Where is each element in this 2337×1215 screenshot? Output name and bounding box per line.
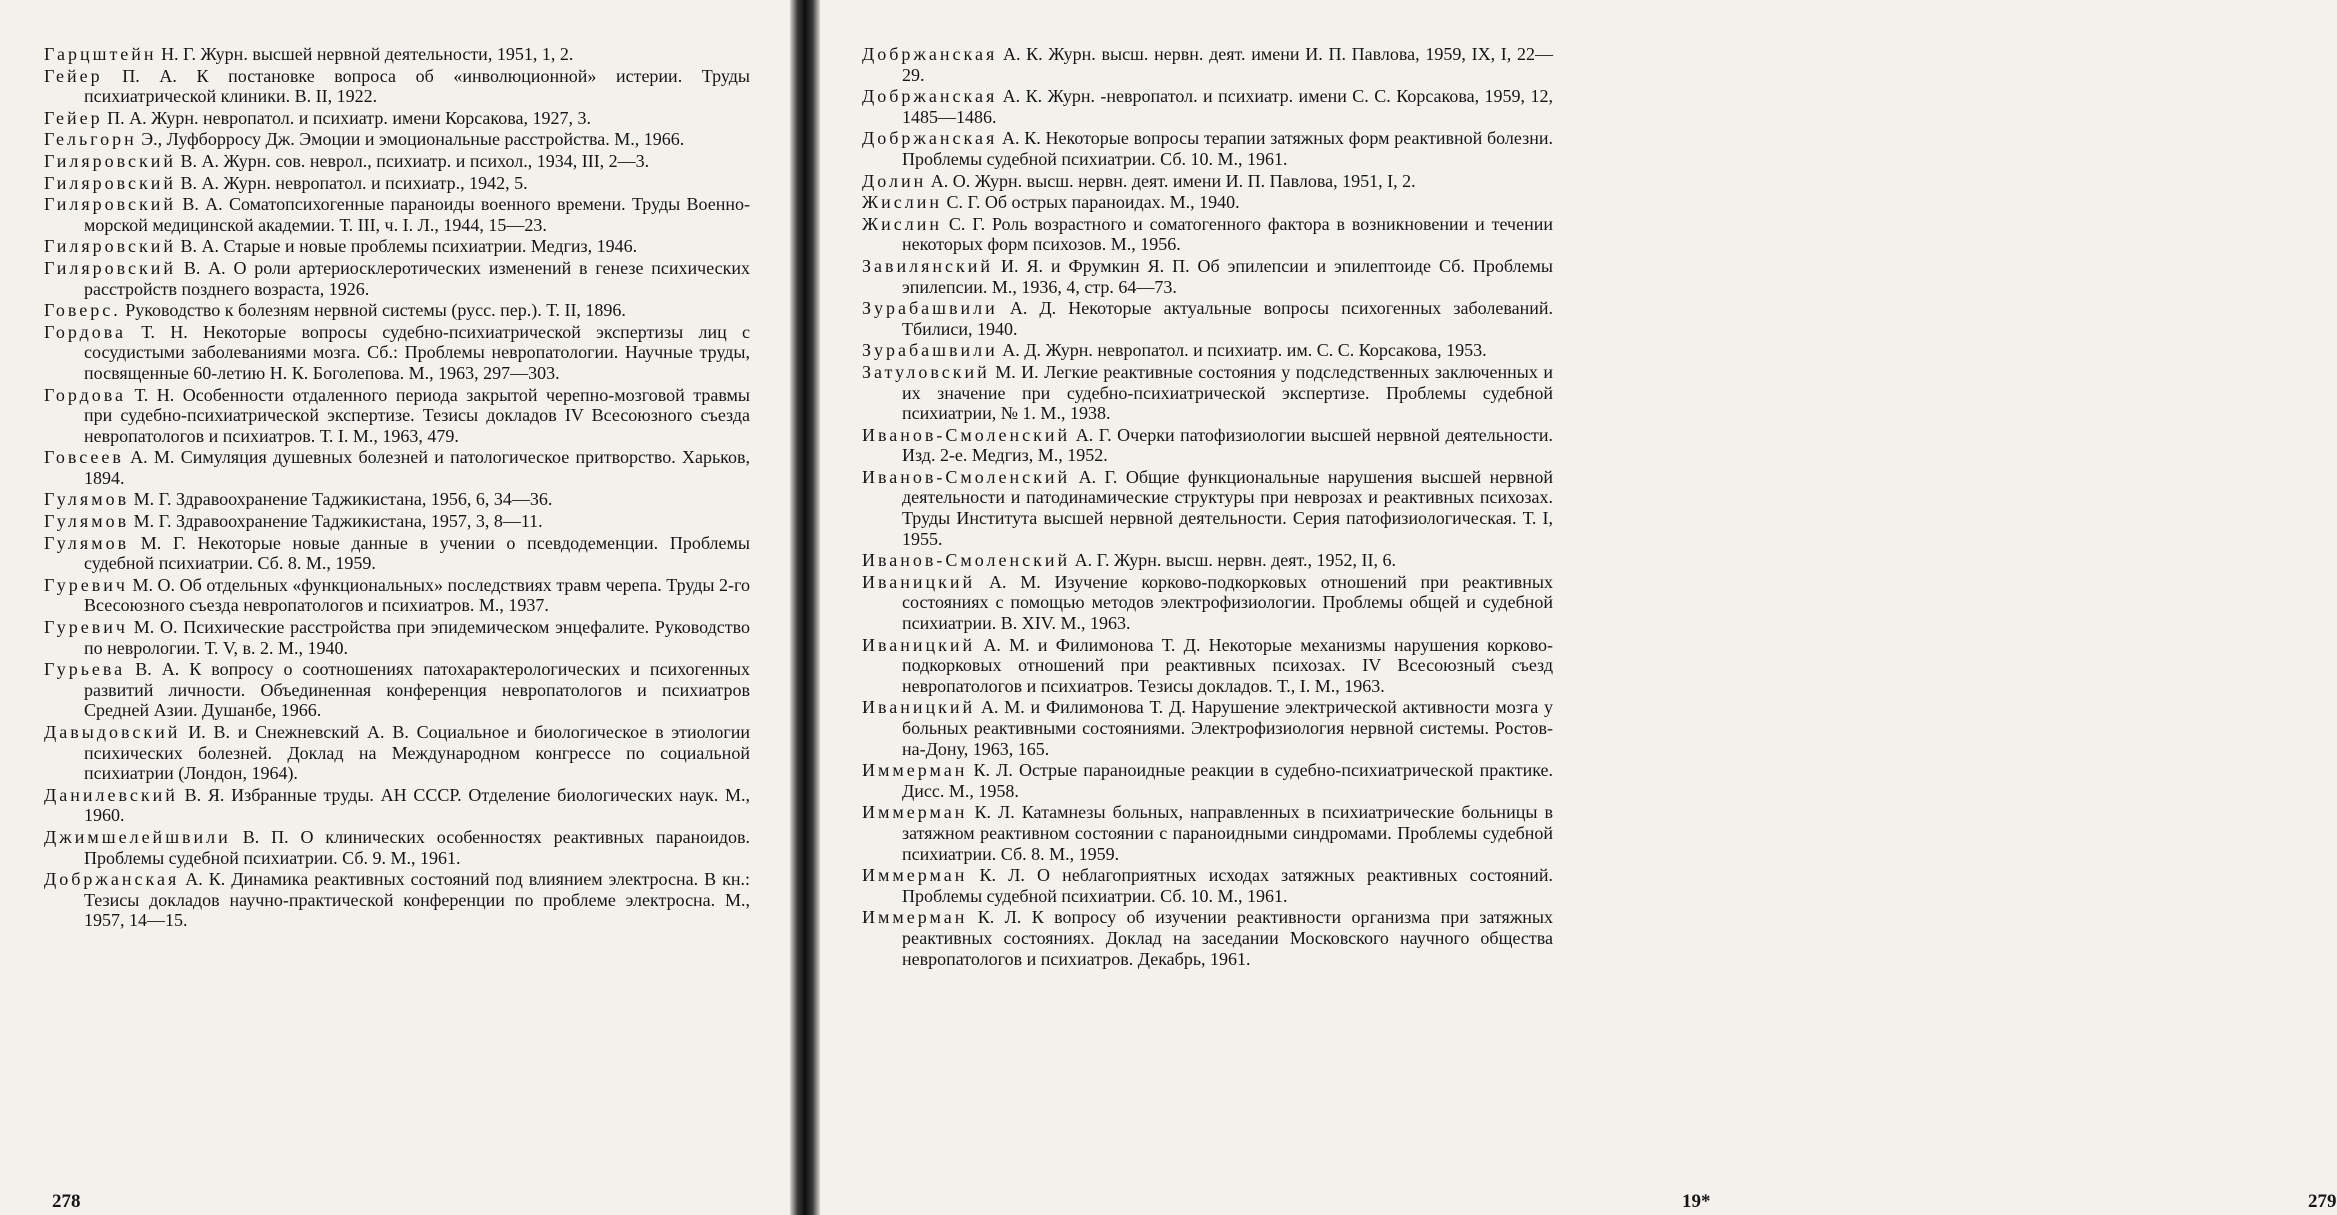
bibliography-list (862, 44, 1553, 969)
entry-text: В. А. Журн. сов. неврол., психиатр. и психол., 1934, III, 2—3. (176, 150, 650, 171)
entry-author: Гордова (44, 384, 126, 405)
entry-text: А. К. Динамика реактивных состояний под влиянием электросна. В кн.: Тезисы докладов научно-практической конференции по проблеме электросна. М., 1957, 14—15. (84, 869, 750, 931)
entry-text: В. А. Старые и новые проблемы психиатрии. Медгиз, 1946. (176, 236, 638, 257)
entry-author: Гельгорн (44, 129, 137, 150)
entry-text: К. Л. О неблагоприятных исходах затяжных реактивных состояний. Проблемы судебной психиатрии. Сб. 10. М., 1961. (902, 865, 1553, 906)
bibliography-entry (862, 760, 1553, 801)
entry-author: Зурабашвили (862, 340, 998, 361)
entry-text: К. Л. К вопросу об изучении реактивности организма при затяжных реактивных состояниях. Доклад на заседании Московского научного общества невропатологов и психиатров. Декабрь, 1961. (902, 907, 1553, 969)
entry-author: Добржанская (44, 869, 180, 890)
entry-author: Говсеев (44, 447, 124, 468)
entry-author: Гордова (44, 321, 126, 342)
entry-author: Гулямов (44, 532, 130, 553)
bibliography-entry (44, 108, 750, 129)
bibliography-entry (44, 869, 750, 931)
entry-author: Гиляровский (44, 172, 177, 193)
bibliography-entry (44, 617, 750, 658)
bibliography-entry (862, 214, 1553, 255)
entry-author: Затуловский (862, 361, 990, 382)
bibliography-entry (44, 300, 750, 321)
entry-text: С. Г. Роль возрастного и соматогенного фактора в возникновении и течении некоторых форм психозов. М., 1956. (902, 213, 1553, 255)
entry-author: Иммерман (862, 865, 968, 886)
entry-author: Иваницкий (862, 571, 976, 592)
entry-author: Иммерман (862, 760, 968, 781)
bibliography-entry (44, 385, 750, 447)
entry-text: А. Д. Журн. невропатол. и психиатр. им. С. С. Корсакова, 1953. (997, 340, 1487, 361)
bibliography-entry (44, 785, 750, 826)
entry-author: Гиляровский (44, 236, 177, 257)
bibliography-entry (44, 575, 750, 616)
entry-text: В. А. Соматопсихогенные параноиды военного времени. Труды Военно-морской медицинской академии. Т. III, ч. I. Л., 1944, 15—23. (84, 194, 750, 235)
entry-author: Давыдовский (44, 722, 181, 742)
entry-text: А. К. Журн. высш. нервн. деят. имени И. П. Павлова, 1959, IX, I, 22—29. (902, 44, 1553, 85)
page-number: 279 (2308, 1191, 2337, 1212)
bibliography-entry (44, 236, 750, 257)
entry-author: Иваницкий (862, 634, 976, 655)
entry-author: Гулямов (44, 489, 130, 510)
entry-author: Гулямов (44, 511, 130, 532)
bibliography-entry (862, 572, 1553, 634)
entry-author: Долин (862, 170, 927, 191)
entry-text: К. Л. Острые параноидные реакции в судебно-психиатрической практике. Дисс. М., 1958. (902, 760, 1553, 801)
entry-text: А. М. Симуляция душевных болезней и патологическое притворство. Харьков, 1894. (84, 447, 750, 488)
page-number: 278 (52, 1191, 81, 1212)
entry-text: М. И. Легкие реактивные состояния у подследственных заключенных и их значение при судебно-психиатрической экспертизе. Проблемы судебной психиатрии, № 1. М., 1938. (902, 361, 1553, 424)
entry-author: Завилянский (862, 255, 994, 276)
entry-text: П. А. Журн. невропатол. и психиатр. имени Корсакова, 1927, 3. (102, 107, 591, 128)
entry-text: А. Г. Общие функциональные нарушения высшей нервной деятельности и патодинамические структуры при неврозах и реактивных психозах. Труды Института высшей нервной деятельности. Серия патофизиологическая. Т. I, 1955. (902, 466, 1553, 549)
entry-text: А. М. и Филимонова Т. Д. Некоторые механизмы нарушения корково-подкорковых отношений при реактивных психозах. IV Всесоюзный съезд невропатологов и психиатров. Тезисы докладов. Т., I. М., 1963. (902, 634, 1553, 696)
bibliography-entry (862, 171, 1553, 192)
entry-text: А. О. Журн. высш. нервн. деят. имени И. П. Павлова, 1951, I, 2. (926, 170, 1416, 191)
entry-text: М. Г. Здравоохранение Таджикистана, 1956, 6, 34—36. (129, 489, 553, 510)
bibliography-entry (862, 467, 1553, 549)
entry-text: М. О. Психические расстройства при эпидемическом энцефалите. Руководство по неврологии. Т. V, в. 2. М., 1940. (84, 617, 750, 658)
entry-text: В. А. Журн. невропатол. и психиатр., 1942, 5. (176, 172, 528, 193)
bibliography-entry (44, 827, 750, 868)
entry-text: М. Г. Здравоохранение Таджикистана, 1957, 3, 8—11. (129, 511, 543, 532)
bibliography-entry (44, 44, 750, 65)
entry-text: П. А. К постановке вопроса об «инволюционной» истерии. Труды психиатрической клиники. В. II, 1922. (84, 65, 750, 107)
bibliography-entry (44, 129, 750, 150)
bibliography-entry (44, 173, 750, 194)
entry-author: Иммерман (862, 802, 968, 823)
entry-text: Т. Н. Некоторые вопросы судебно-психиатрической экспертизы лиц с сосудистыми заболеваниями мозга. Сб.: Проблемы невропатологии. Научные труды, посвященные 60-летию Н. К. Боголепова. М., 1963, 297—303. (84, 321, 750, 383)
entry-text: А. М. Изучение корково-подкорковых отношений при реактивных состояниях с помощью методов электрофизиологии. Проблемы общей и судебной психиатрии. В. XIV. М., 1963. (902, 571, 1553, 634)
entry-text: В. П. О клинических особенностях реактивных параноидов. Проблемы судебной психиатрии. Сб. 9. М., 1961. (84, 826, 750, 868)
entry-author: Гиляровский (44, 150, 177, 171)
entry-author: Жислин (862, 213, 942, 234)
entry-text: Руководство к болезням нервной системы (русс. пер.). Т. II, 1896. (120, 300, 626, 321)
entry-text: К. Л. Катамнезы больных, направленных в психиатрические больницы в затяжном реактивном состоянии с параноидными синдромами. Проблемы судебной психиатрии. Сб. 8. М., 1959. (902, 802, 1553, 864)
book-spine (790, 0, 820, 1215)
entry-author: Иванов-Смоленский (862, 424, 1071, 445)
entry-author: Гуревич (44, 574, 128, 595)
bibliography-entry (44, 511, 750, 532)
bibliography-entry (862, 192, 1553, 213)
entry-author: Данилевский (44, 784, 178, 805)
entry-author: Говерс. (44, 300, 121, 321)
entry-text: В. А. К вопросу о соотношениях патохарактерологических и психогенных развитий личности. Объединенная конференция невропатологов и психиатров Средней Азии. Душанбе, 1966. (84, 659, 750, 721)
entry-text: Т. Н. Особенности отдаленного периода закрытой черепно-мозговой травмы при судебно-психиатрической экспертизе. Тезисы докладов IV Всесоюзного съезда невропатологов и психиатров. Т. I. М., 1963, 479. (84, 384, 750, 446)
bibliography-entry (44, 66, 750, 107)
entry-author: Гиляровский (44, 194, 177, 215)
entry-text: И. В. и Снежневский А. В. Социальное и биологическое в этиологии психических болезней. Доклад на Международном конгрессе по социальной психиатрии (Лондон, 1964). (84, 722, 750, 784)
entry-author: Добржанская (862, 128, 998, 149)
entry-text: И. Я. и Фрумкин Я. П. Об эпилепсии и эпилептоиде Сб. Проблемы эпилепсии. М., 1936, 4, стр. 64—73. (902, 255, 1553, 297)
entry-text: В. А. О роли артериосклеротических изменений в генезе психических расстройств позднего возраста, 1926. (84, 257, 750, 299)
bibliography-entry (862, 907, 1553, 969)
bibliography-entry (862, 635, 1553, 697)
entry-text: Э., Луфборросу Дж. Эмоции и эмоциональные расстройства. М., 1966. (136, 129, 685, 150)
bibliography-entry (862, 44, 1553, 85)
entry-author: Джимшелейшвили (44, 826, 231, 847)
signature-mark: 19* (1682, 1191, 1711, 1212)
entry-author: Зурабашвили (862, 298, 998, 319)
bibliography-entry (44, 258, 750, 299)
entry-text: А. К. Журн. -невропатол. и психиатр. имени С. С. Корсакова, 1959, 12, 1485—1486. (902, 86, 1553, 127)
bibliography-entry (44, 659, 750, 721)
bibliography-entry (862, 802, 1553, 864)
bibliography-entry (44, 447, 750, 488)
bibliography-entry (862, 128, 1553, 169)
right-page (820, 0, 2337, 1215)
bibliography-entry (862, 550, 1553, 571)
bibliography-entry (44, 151, 750, 172)
entry-text: В. Я. Избранные труды. АН СССР. Отделение биологических наук. М., 1960. (84, 784, 750, 826)
entry-author: Иваницкий (862, 697, 976, 718)
bibliography-list (44, 44, 750, 931)
entry-text: Н. Г. Журн. высшей нервной деятельности, 1951, 1, 2. (156, 44, 574, 64)
bibliography-entry (862, 865, 1553, 906)
entry-text: А. К. Некоторые вопросы терапии затяжных форм реактивной болезни. Проблемы судебной психиатрии. Сб. 10. М., 1961. (902, 128, 1553, 169)
bibliography-entry (44, 194, 750, 235)
bibliography-entry (862, 86, 1553, 127)
left-page (0, 0, 790, 1215)
bibliography-entry (44, 722, 750, 784)
entry-author: Жислин (862, 192, 942, 213)
entry-text: М. Г. Некоторые новые данные в учении о псевдодеменции. Проблемы судебной психиатрии. Сб. 8. М., 1959. (84, 532, 750, 574)
entry-text: М. О. Об отдельных «функциональных» последствиях травм черепа. Труды 2-го Всесоюзного съезда невропатологов и психиатров. М., 1937. (84, 574, 750, 616)
bibliography-entry (44, 533, 750, 574)
entry-author: Гиляровский (44, 257, 177, 278)
entry-text: С. Г. Об острых параноидах. М., 1940. (942, 192, 1240, 213)
entry-author: Гарцштейн (44, 44, 157, 64)
bibliography-entry (44, 322, 750, 384)
entry-author: Гейер (44, 107, 103, 128)
entry-author: Иммерман (862, 907, 968, 928)
entry-author: Гуревич (44, 617, 128, 638)
entry-text: А. Г. Очерки патофизиологии высшей нервной деятельности. Изд. 2-е. Медгиз, М., 1952. (902, 424, 1553, 466)
entry-author: Добржанская (862, 86, 998, 107)
entry-text: А. Д. Некоторые актуальные вопросы психогенных заболеваний. Тбилиси, 1940. (902, 298, 1553, 339)
entry-author: Гурьева (44, 659, 126, 680)
entry-author: Иванов-Смоленский (862, 466, 1071, 487)
bibliography-entry (862, 697, 1553, 759)
bibliography-entry (862, 362, 1553, 424)
bibliography-entry (862, 425, 1553, 466)
bibliography-entry (862, 298, 1553, 339)
entry-author: Иванов-Смоленский (862, 550, 1071, 571)
entry-text: А. М. и Филимонова Т. Д. Нарушение электрической активности мозга у больных реактивными состояниями. Электрофизиология нервной системы. Ростов-на-Дону, 1963, 165. (902, 697, 1553, 759)
entry-text: А. Г. Журн. высш. нервн. деят., 1952, II, 6. (1070, 550, 1397, 571)
bibliography-entry (862, 256, 1553, 297)
entry-author: Добржанская (862, 44, 998, 64)
bibliography-entry (44, 489, 750, 510)
entry-author: Гейер (44, 65, 103, 86)
bibliography-entry (862, 340, 1553, 361)
